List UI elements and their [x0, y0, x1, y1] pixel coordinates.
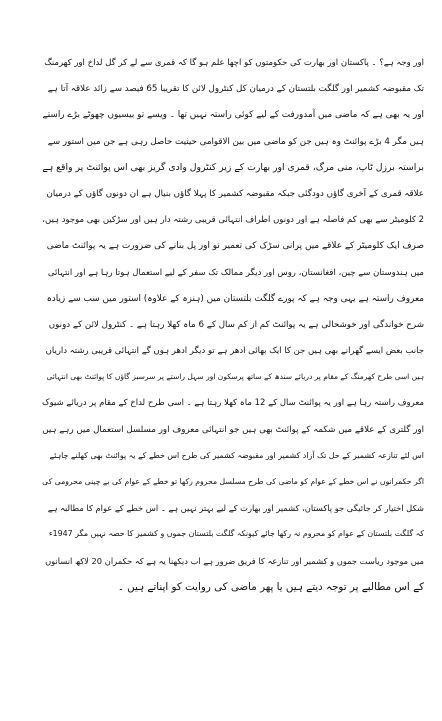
text-line: تک مقبوضہ کشمیر اور گلگت بلتستان کے درمیان کل کنٹرول لائن کا تقریبا 65 فیصد سے زائد علاقہ آتا ہے: [47, 84, 424, 95]
text-line: اور گلتری کے علاقے میں شکمہ کے پوائنٹ بھی ہیں جو انتہائی معروف اور مسلسل استعمال میں رہے ہیں: [42, 424, 424, 435]
text-line-last: کے اس مطالبے پر توجہ دیتے ہیں یا پھر ماضی کی روایت کو اپناتے ہیں ۔: [117, 580, 424, 593]
text-line: میں ہندوستان سے چین، افغانستان، روس اور دیگر ممالک تک سفر کے لیے استعمال ہوتا رہا ہے اور انتہائی: [47, 267, 424, 278]
text-line: اس لئے تنازعہ کشمیر کے حل تک آزاد کشمیر اور مقبوضہ کشمیر کی طرح اس خطے کے یہ پوائنٹ بھی کھلنے چاہئے: [49, 450, 424, 460]
text-line: اگر حکمرانوں نے اس خطے کے عوام کو ماضی کی طرح مسلسل محروم رکھا تو خطے کے عوام کی بے چینی محرومی کی: [42, 477, 424, 486]
article-body: [42, 50, 424, 600]
text-line: علاقہ قمری کے آخری گاؤں دودگئی جبکہ مقبوضہ کشمیر کا پہلا گاؤں بنیال ہے ان دونوں گاؤں کے درمیان: [46, 188, 424, 199]
text-line: شرح خواندگی اور خوشحالی ہے یہ پوائنٹ کم از کم سال کے 6 ماہ کھلا رہتا ہے ۔ کنٹرول لائن کے دونوں: [48, 319, 424, 330]
text-line: صرف ایک کلومیٹر کے علاقے میں پرانی سڑک کی تعمیر نو اور پل بنانے کی ضرورت ہے یہ پوائنٹ ماضی: [46, 241, 424, 252]
text-line: معروف راستہ رہا ہے اور یہ پوائنٹ سال کے 12 ماہ کھلا رہتا ہے ۔ اسی طرح لداخ کے مقام پر دریائے شیوک: [42, 398, 424, 409]
text-line: شکل اختیار کر جائیگی جو پاکستان، کشمیر اور بھارت کے لیے بہتر نہیں ہے ۔ اس خطے کے عوام کا مطالبہ ہے: [47, 503, 424, 514]
text-line: براستہ برزل ٹاپ، منی مرگ، قمری اور بھارت کے زیر کنٹرول وادی گریز بھی اس پوائنٹ پر واقع ہے: [42, 161, 424, 173]
text-line: معروف راستہ ہے یہی وجہ ہے کہ پورے گلگت بلتستان میں (ہنزہ کے علاوہ) استور میں سب سے زیادہ: [46, 293, 424, 304]
text-line: اور یہ بھی ہے کہ ماضی میں آمدورفت کے لیے کوئی راستہ نہیں تھا ۔ ویسے تو بیسیوں چھوٹے بڑے راستے: [42, 110, 424, 121]
text-line: کہ گلگت بلتستان کے عوام کو محروم نہ رکھا جائے کیونکہ گلگت بلتستان جموں و کشمیر کا حصہ نہیں مگر 1947ء: [48, 529, 424, 539]
text-line: اور وجہ ہے؟ ۔ پاکستان اور بھارت کی حکومتوں کو اچھا علم ہو گا کہ قمری سے لے کر گل لداخ اور کھرمنگ: [44, 58, 424, 68]
text-line: 2 کلومیٹر سے بھی کم فاصلہ ہے اور دونوں اطراف انتہائی قریبی رشتہ دار ہیں اور سڑکیں بھی موجود ہیں،: [42, 215, 424, 226]
text-line: جانب بعض ایسے گھرانے بھی ہیں جن کا ایک بھائی ادھر ہے تو دیگر ادھر ہوں گے انتہائی قریبی رشتہ داریاں: [45, 346, 424, 357]
text-line: میں موجود ریاست جموں و کشمیر اور تنازعہ کا فریق ضرور ہے اب دیکھنا یہ ہے کہ حکمران 20 لاکھ انسانوں: [45, 555, 424, 566]
text-line: ہیں اسی طرح کھرمنگ کے مقام پر دریائے سندھ کے ساتھ پرسکون اور سہل راستے پر سرسبز گاؤں کا پوائنٹ بھی انتہائی: [46, 372, 424, 382]
text-line: ہیں مگر 4 بڑے پوائنٹ وہ ہیں جن کو ماضی میں بین الاقوامی حیثیت حاصل رہی ہے جن میں استور سے: [47, 136, 424, 147]
